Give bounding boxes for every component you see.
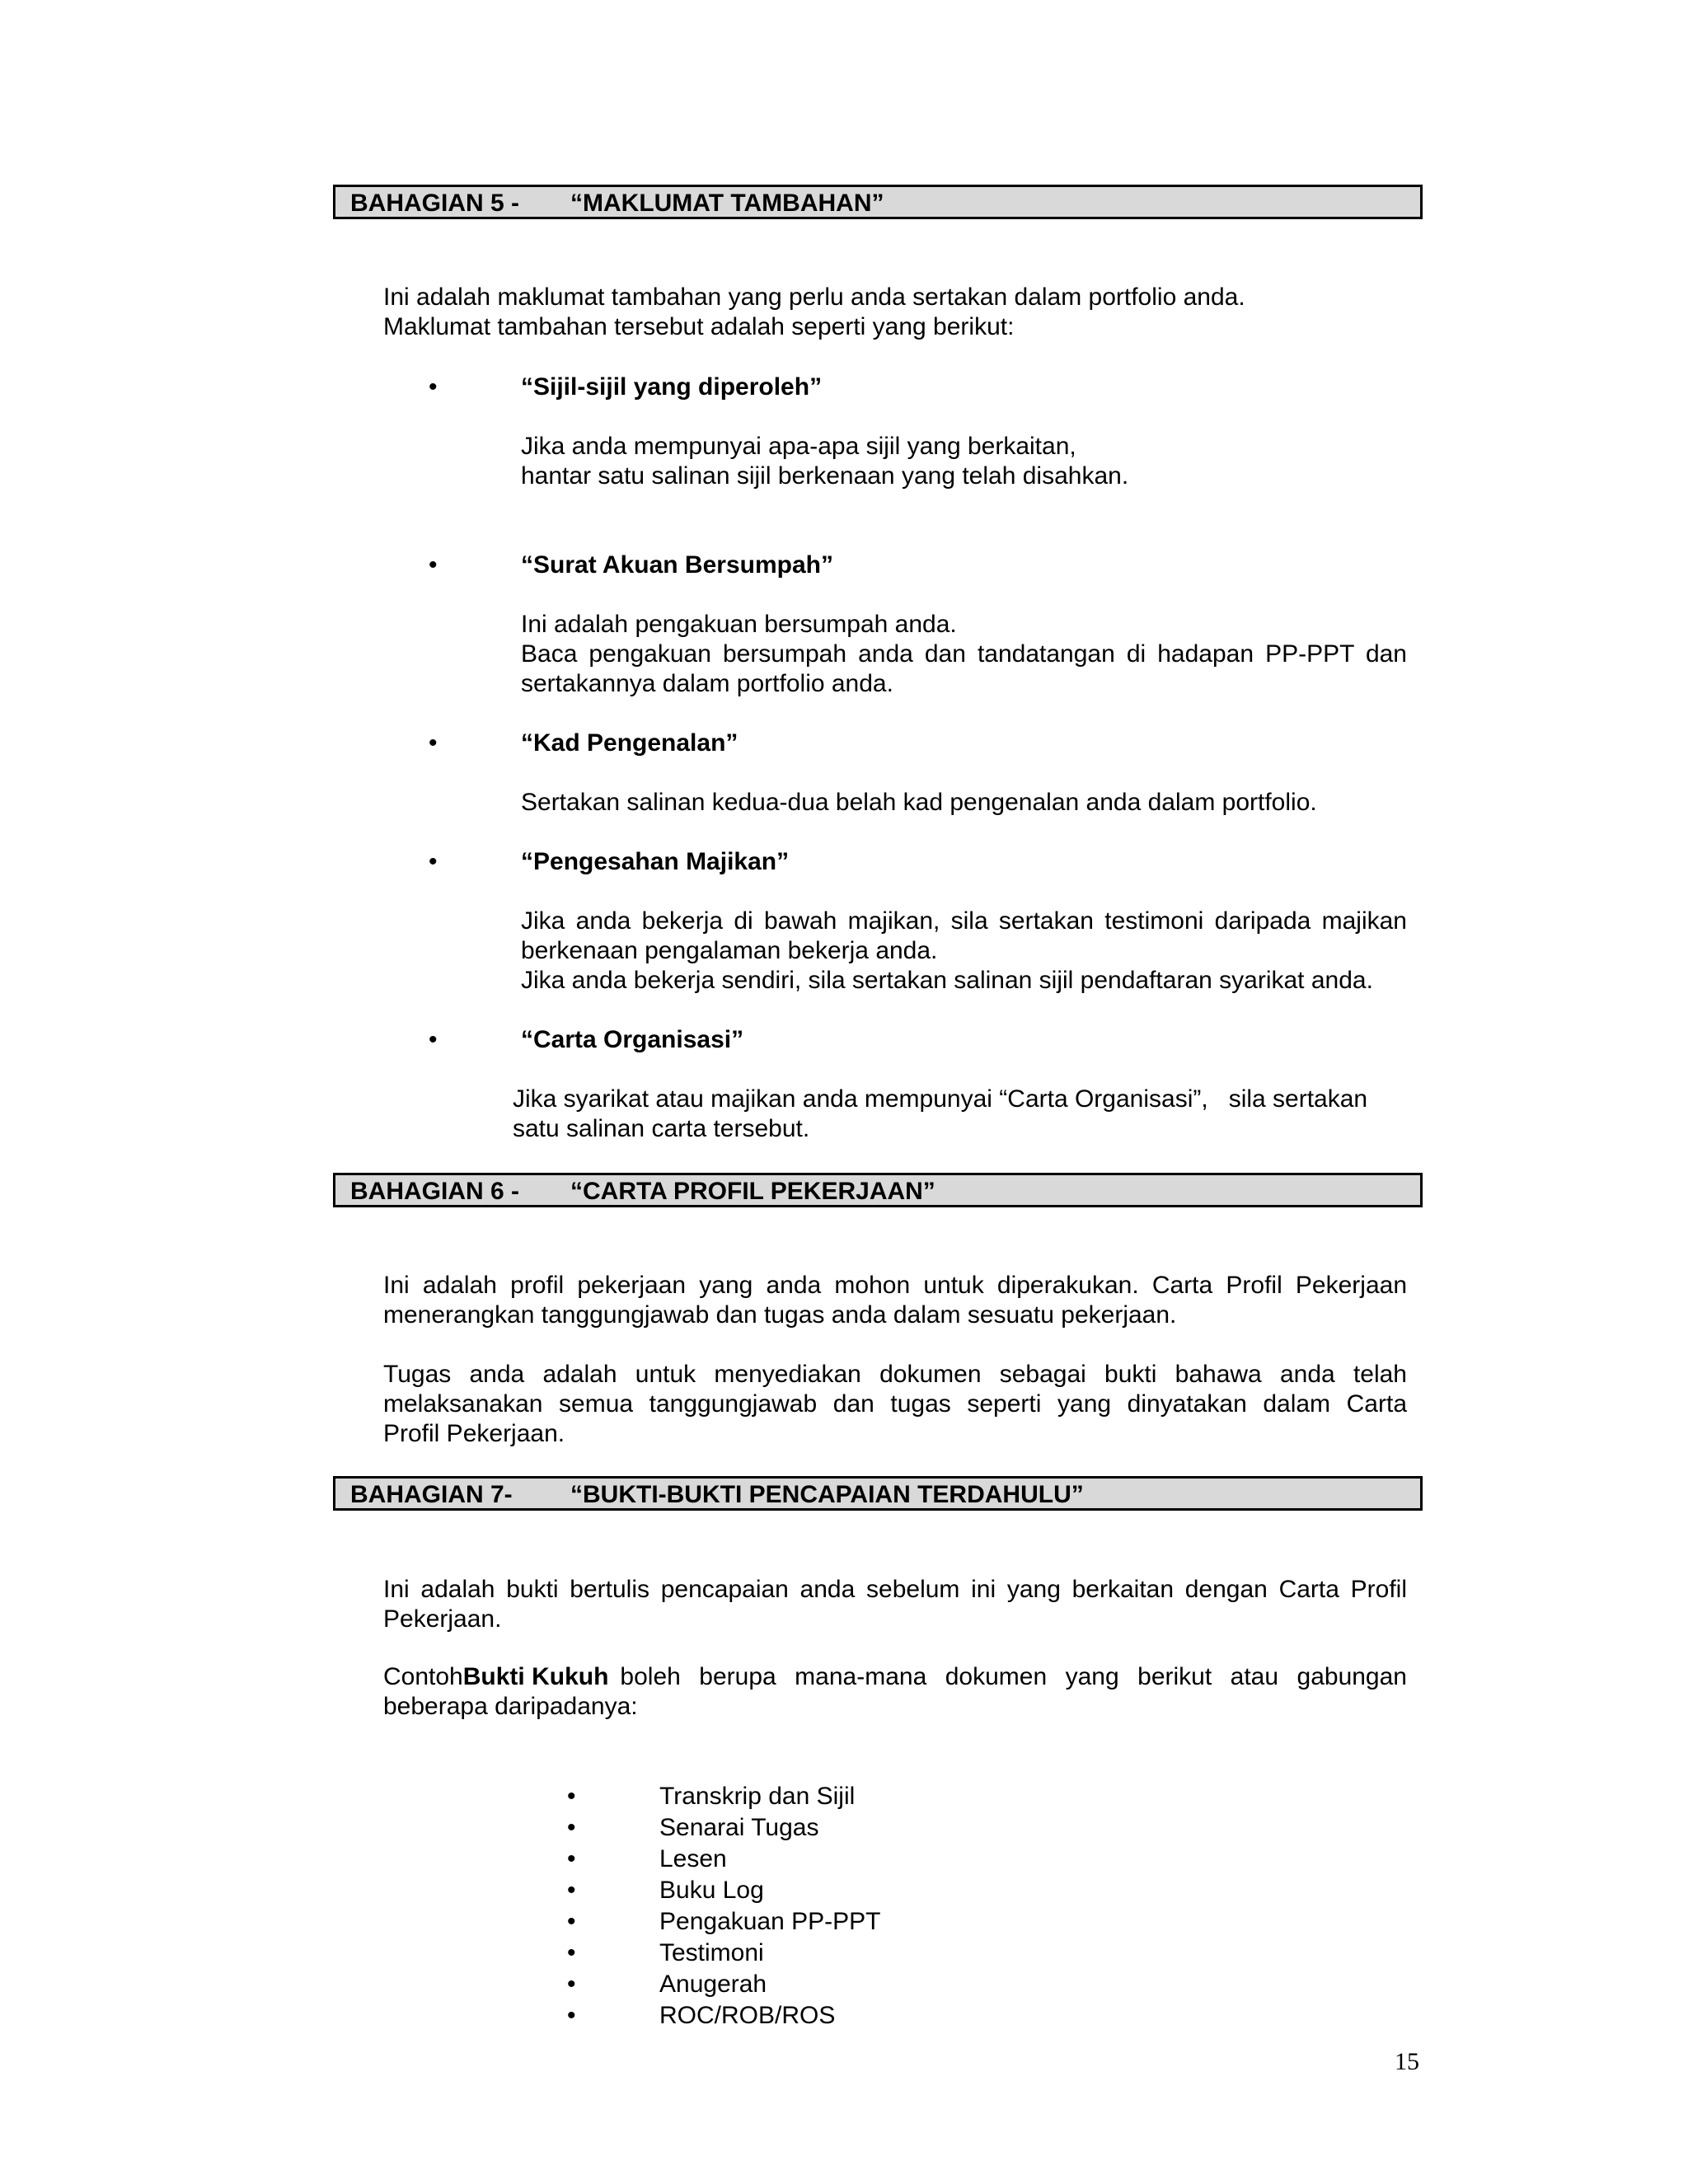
section-7-para2-line1 — [383, 1662, 1407, 1692]
list-item — [567, 1938, 764, 1970]
section-6-para2-line1: Tugas anda adalah untuk menyediakan dokumen sebagai bukti bahawa anda telah — [383, 1361, 1407, 1388]
bullet-icon: • — [567, 2002, 576, 2029]
bullet-icon: • — [429, 1026, 438, 1053]
bukti-kukuh-emphasis: Bukti Kukuh — [462, 1663, 609, 1690]
item-text: Jika anda mempunyai apa-apa sijil yang berkaitan, — [521, 433, 1076, 460]
item-heading-surat-akuan: “Surat Akuan Bersumpah” — [521, 551, 833, 579]
list-item — [567, 1876, 764, 1907]
section-7-title: “BUKTI-BUKTI PENCAPAIAN TERDAHULU” — [570, 1481, 1084, 1508]
section-7-para1-line1: Ini adalah bukti bertulis pencapaian anda sebelum ini yang berkaitan dengan Carta Profil — [383, 1576, 1407, 1603]
bullet-icon: • — [429, 729, 438, 757]
section-6-para1-line2: menerangkan tanggungjawab dan tugas anda dalam sesuatu pekerjaan. — [383, 1301, 1177, 1329]
bullet-icon: • — [567, 1845, 576, 1872]
list-item-label: Testimoni — [659, 1939, 764, 1966]
item-text: Baca pengakuan bersumpah anda dan tandatangan di hadapan PP-PPT dan — [521, 640, 1407, 668]
list-item-label: Senarai Tugas — [659, 1814, 819, 1841]
item-heading-sijil: “Sijil-sijil yang diperoleh” — [521, 373, 823, 401]
item-text: hantar satu salinan sijil berkenaan yang telah disahkan. — [521, 462, 1129, 490]
item-heading-pengesahan-majikan: “Pengesahan Majikan” — [521, 848, 790, 875]
section-7-para2-line2: beberapa daripadanya: — [383, 1693, 638, 1720]
section-6-para2-line3: Profil Pekerjaan. — [383, 1420, 565, 1447]
section-7-para1-line2: Pekerjaan. — [383, 1605, 502, 1633]
section-6-header — [333, 1173, 1423, 1207]
para-rest: boleh berupa mana-mana dokumen yang berikut atau gabungan — [620, 1663, 1407, 1690]
list-item — [567, 1844, 727, 1876]
bullet-icon: • — [567, 1971, 576, 1998]
section-5-intro-line2: Maklumat tambahan tersebut adalah seperti yang berikut: — [383, 313, 1015, 340]
bullet-icon: • — [567, 1877, 576, 1904]
section-7-label: BAHAGIAN 7- — [350, 1481, 513, 1508]
item-text: satu salinan carta tersebut. — [513, 1115, 810, 1142]
item-text: Jika anda bekerja sendiri, sila sertakan salinan sijil pendaftaran syarikat anda. — [521, 967, 1373, 994]
list-item — [567, 1782, 856, 1813]
evidence-list — [567, 1782, 881, 2032]
item-heading-carta-organisasi: “Carta Organisasi” — [521, 1026, 744, 1053]
bullet-icon: • — [429, 848, 438, 875]
list-item-label: Anugerah — [659, 1971, 767, 1998]
section-5-label: BAHAGIAN 5 - — [350, 190, 520, 217]
page-number: 15 — [1395, 2048, 1419, 2075]
item-text: berkenaan pengalaman bekerja anda. — [521, 937, 938, 964]
list-item-label: Pengakuan PP-PPT — [659, 1908, 881, 1935]
section-6-para1-line1: Ini adalah profil pekerjaan yang anda mohon untuk diperakukan. Carta Profil Pekerjaan — [383, 1272, 1407, 1299]
bullet-icon: • — [567, 1783, 576, 1810]
bullet-icon: • — [567, 1814, 576, 1841]
item-text: sertakannya dalam portfolio anda. — [521, 670, 893, 697]
list-item — [567, 2001, 836, 2032]
list-item-label: Buku Log — [659, 1877, 764, 1904]
bullet-icon: • — [567, 1939, 576, 1966]
section-6-para2-line2: melaksanakan semua tanggungjawab dan tugas seperti yang dinyatakan dalam Carta — [383, 1390, 1407, 1418]
list-item — [567, 1813, 819, 1844]
item-text: Sertakan salinan kedua-dua belah kad pengenalan anda dalam portfolio. — [521, 789, 1317, 816]
list-item-label: Transkrip dan Sijil — [659, 1783, 856, 1810]
item-text: Jika anda bekerja di bawah majikan, sila sertakan testimoni daripada majikan — [521, 907, 1407, 935]
section-7-header — [333, 1476, 1423, 1511]
item-text: Jika syarikat atau majikan anda mempunyai “Carta Organisasi”, sila sertakan — [513, 1085, 1368, 1113]
section-5-header — [333, 185, 1423, 219]
section-6-title: “CARTA PROFIL PEKERJAAN” — [570, 1178, 935, 1205]
para-word: Contoh — [383, 1663, 463, 1690]
list-item-label: ROC/ROB/ROS — [659, 2002, 836, 2029]
list-item-label: Lesen — [659, 1845, 727, 1872]
list-item — [567, 1970, 767, 2001]
section-5-title: “MAKLUMAT TAMBAHAN” — [570, 190, 884, 217]
bullet-icon: • — [429, 373, 438, 401]
bullet-icon: • — [567, 1908, 576, 1935]
item-text: Ini adalah pengakuan bersumpah anda. — [521, 611, 957, 638]
item-heading-kad-pengenalan: “Kad Pengenalan” — [521, 729, 738, 757]
section-6-label: BAHAGIAN 6 - — [350, 1178, 520, 1205]
list-item — [567, 1907, 881, 1938]
bullet-icon: • — [429, 551, 438, 579]
section-5-intro-line1: Ini adalah maklumat tambahan yang perlu anda sertakan dalam portfolio anda. — [383, 284, 1245, 311]
